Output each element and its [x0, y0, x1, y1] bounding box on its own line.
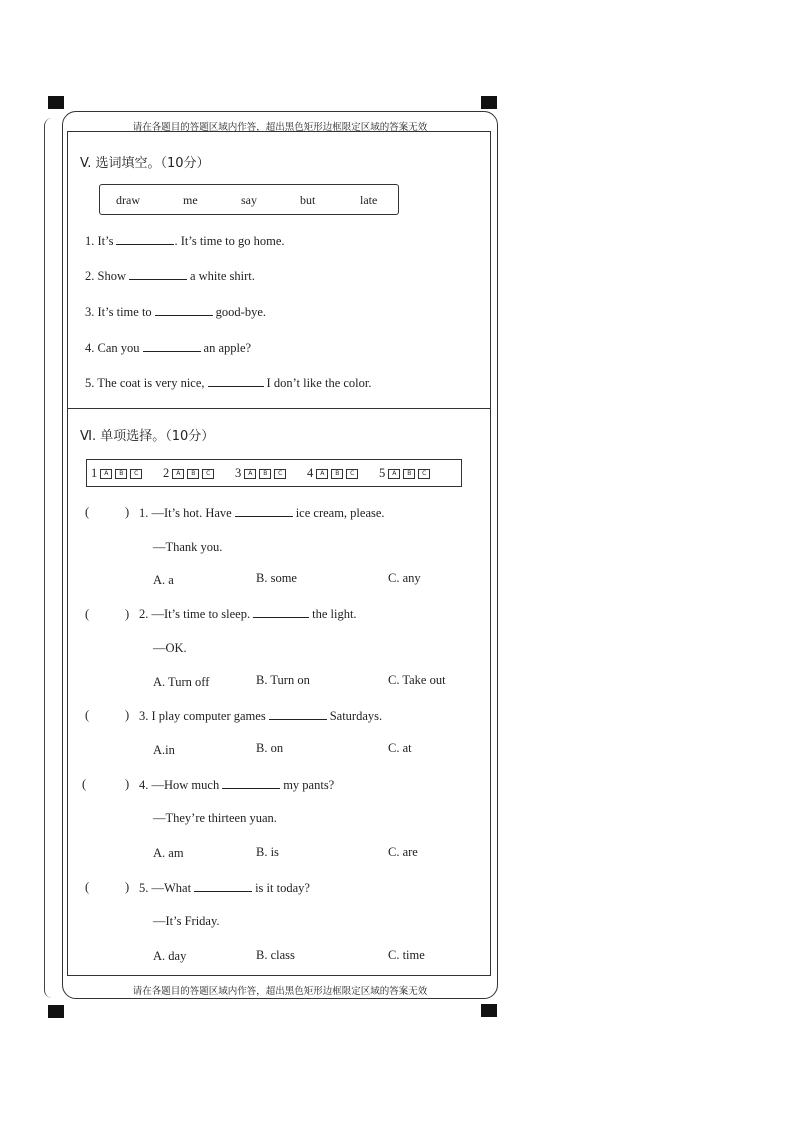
option-c: C. Take out	[388, 673, 446, 687]
answer-paren-close: )	[125, 777, 130, 791]
answer-region-inner-border	[67, 131, 491, 976]
answer-sheet-q5: 5 A B C	[379, 466, 430, 481]
registration-mark-top-right	[481, 96, 497, 109]
answer-blank[interactable]	[269, 708, 327, 720]
answer-blank[interactable]	[129, 268, 187, 280]
question-2-reply: —OK.	[153, 641, 187, 655]
answer-blank[interactable]	[194, 880, 252, 892]
option-bubble-a[interactable]: A	[388, 469, 400, 479]
answer-paren-close: )	[125, 607, 130, 621]
fill-blank-item-2: 2. Show a white shirt.	[85, 269, 255, 283]
option-b: B. Turn on	[256, 673, 310, 687]
registration-mark-bottom-left	[48, 1005, 64, 1018]
registration-mark-top-left	[48, 96, 64, 109]
word-bank-item: but	[300, 193, 316, 207]
answer-blank[interactable]	[143, 340, 201, 352]
option-b: B. some	[256, 571, 297, 585]
option-c: C. time	[388, 948, 425, 962]
answer-sheet-q3: 3 A B C	[235, 466, 286, 481]
fill-blank-item-1: 1. It’s . It’s time to go home.	[85, 234, 285, 248]
option-c: C. any	[388, 571, 421, 585]
answer-sheet-box	[86, 459, 462, 487]
answer-blank[interactable]	[155, 304, 213, 316]
word-bank-item: me	[183, 193, 198, 207]
option-bubble-b[interactable]: B	[259, 469, 271, 479]
question-5-reply: —It’s Friday.	[153, 914, 220, 928]
option-a: A. day	[153, 949, 187, 963]
option-bubble-b[interactable]: B	[403, 469, 415, 479]
binding-line	[44, 118, 53, 998]
option-bubble-c[interactable]: C	[418, 469, 430, 479]
answer-sheet-q4: 4 A B C	[307, 466, 358, 481]
section-divider	[67, 408, 491, 409]
question-3: 3. I play computer games Saturdays.	[139, 709, 383, 723]
answer-paren-open: (	[85, 505, 90, 519]
option-bubble-b[interactable]: B	[331, 469, 343, 479]
question-4: 4. —How much my pants?	[139, 778, 335, 792]
section-6-title: Ⅵ. 单项选择。（10分）	[80, 429, 215, 444]
word-bank-item: say	[241, 193, 257, 207]
notice-top: 请在各题目的答题区域内作答，超出黑色矩形边框限定区域的答案无效	[132, 122, 428, 133]
notice-bottom: 请在各题目的答题区域内作答，超出黑色矩形边框限定区域的答案无效	[132, 986, 428, 997]
answer-blank[interactable]	[235, 505, 293, 517]
option-bubble-c[interactable]: C	[130, 469, 142, 479]
option-bubble-b[interactable]: B	[187, 469, 199, 479]
question-1: 1. —It’s hot. Have ice cream, please.	[139, 506, 385, 520]
fill-blank-item-5: 5. The coat is very nice, I don’t like the color.	[85, 376, 372, 390]
option-bubble-b[interactable]: B	[115, 469, 127, 479]
question-5: 5. —What is it today?	[139, 881, 310, 895]
option-a: A. Turn off	[153, 675, 210, 689]
question-1-reply: —Thank you.	[153, 540, 223, 554]
option-c: C. at	[388, 741, 412, 755]
answer-paren-open: (	[85, 708, 90, 722]
word-bank-box	[99, 184, 399, 215]
fill-blank-item-4: 4. Can you an apple?	[85, 341, 252, 355]
option-b: B. is	[256, 845, 279, 859]
registration-mark-bottom-right	[481, 1004, 497, 1017]
option-b: B. class	[256, 948, 295, 962]
option-bubble-a[interactable]: A	[100, 469, 112, 479]
option-bubble-c[interactable]: C	[274, 469, 286, 479]
option-bubble-a[interactable]: A	[172, 469, 184, 479]
word-bank-item: draw	[116, 193, 140, 207]
option-c: C. are	[388, 845, 418, 859]
option-bubble-a[interactable]: A	[244, 469, 256, 479]
answer-blank[interactable]	[222, 777, 280, 789]
answer-sheet-q1: 1 A B C	[91, 466, 142, 481]
answer-blank[interactable]	[116, 233, 174, 245]
section-5-title: V. 选词填空。（10分）	[80, 156, 210, 171]
answer-paren-open: (	[82, 777, 87, 791]
option-a: A. a	[153, 573, 174, 587]
answer-sheet-q2: 2 A B C	[163, 466, 214, 481]
word-bank-item: late	[360, 193, 378, 207]
option-bubble-c[interactable]: C	[202, 469, 214, 479]
answer-paren-close: )	[125, 708, 130, 722]
option-bubble-c[interactable]: C	[346, 469, 358, 479]
option-a: A. am	[153, 846, 184, 860]
option-bubble-a[interactable]: A	[316, 469, 328, 479]
answer-paren-close: )	[125, 505, 130, 519]
answer-blank[interactable]	[208, 375, 264, 387]
answer-paren-open: (	[85, 607, 90, 621]
option-a: A.in	[153, 743, 175, 757]
answer-paren-close: )	[125, 880, 130, 894]
fill-blank-item-3: 3. It’s time to good-bye.	[85, 305, 267, 319]
question-2: 2. —It’s time to sleep. the light.	[139, 607, 357, 621]
answer-blank[interactable]	[253, 606, 309, 618]
option-b: B. on	[256, 741, 284, 755]
question-4-reply: —They’re thirteen yuan.	[153, 811, 277, 825]
answer-paren-open: (	[85, 880, 90, 894]
